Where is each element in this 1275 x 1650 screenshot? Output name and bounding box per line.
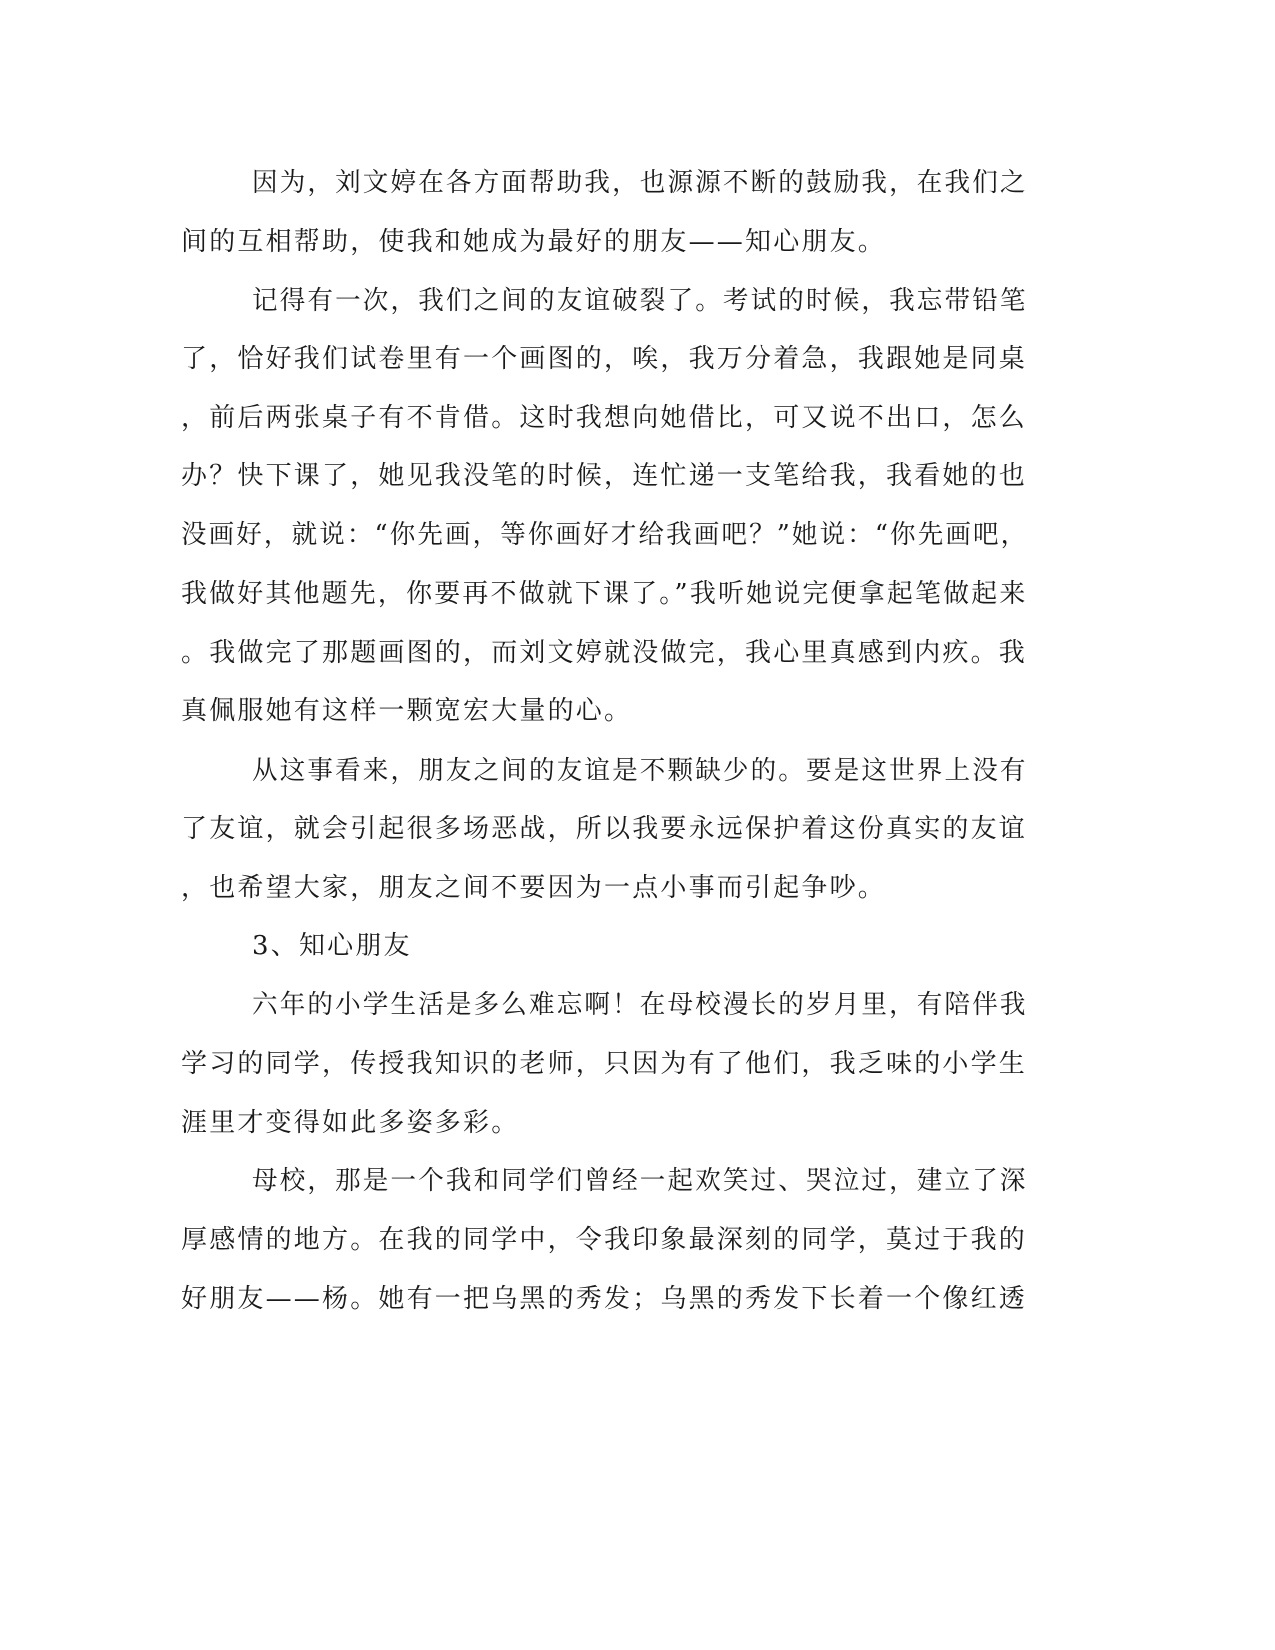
text-line: 厚感情的地方。在我的同学中，令我印象最深刻的同学，莫过于我的: [181, 1225, 1028, 1255]
text-line: 间的互相帮助，使我和她成为最好的朋友——知心朋友。: [181, 227, 887, 257]
text-line: 母校，那是一个我和同学们曾经一起欢笑过、哭泣过，建立了深: [252, 1166, 1028, 1196]
text-line: 涯里才变得如此多姿多彩。: [181, 1108, 520, 1138]
text-line: 。我做完了那题画图的，而刘文婷就没做完，我心里真感到内疚。我: [181, 638, 1028, 668]
text-line: 没画好，就说：“你先画，等你画好才给我画吧？”她说：“你先画吧，: [181, 520, 1029, 550]
text-line: 我做好其他题先，你要再不做就下课了。”我听她说完便拿起笔做起来: [181, 579, 1028, 609]
text-line: ，前后两张桌子有不肯借。这时我想向她借比，可又说不出口，怎么: [181, 403, 1028, 433]
text-line: 因为，刘文婷在各方面帮助我，也源源不断的鼓励我，在我们之: [252, 168, 1028, 198]
text-line: 从这事看来，朋友之间的友谊是不颗缺少的。要是这世界上没有: [252, 756, 1028, 786]
text-line: 了，恰好我们试卷里有一个画图的，唉，我万分着急，我跟她是同桌: [181, 344, 1028, 374]
text-line: 记得有一次，我们之间的友谊破裂了。考试的时候，我忘带铅笔: [252, 286, 1028, 316]
text-line: 六年的小学生活是多么难忘啊！在母校漫长的岁月里，有陪伴我: [252, 990, 1028, 1020]
text-line: ，也希望大家，朋友之间不要因为一点小事而引起争吵。: [181, 873, 887, 903]
text-line: 真佩服她有这样一颗宽宏大量的心。: [181, 696, 633, 726]
text-line: 了友谊，就会引起很多场恶战，所以我要永远保护着这份真实的友谊: [181, 814, 1028, 844]
text-line: 办？快下课了，她见我没笔的时候，连忙递一支笔给我，我看她的也: [181, 461, 1028, 491]
text-line: 学习的同学，传授我知识的老师，只因为有了他们，我乏味的小学生: [181, 1049, 1028, 1079]
text-line: 好朋友——杨。她有一把乌黑的秀发；乌黑的秀发下长着一个像红透: [181, 1284, 1028, 1314]
section-heading: 3、知心朋友: [252, 931, 412, 961]
